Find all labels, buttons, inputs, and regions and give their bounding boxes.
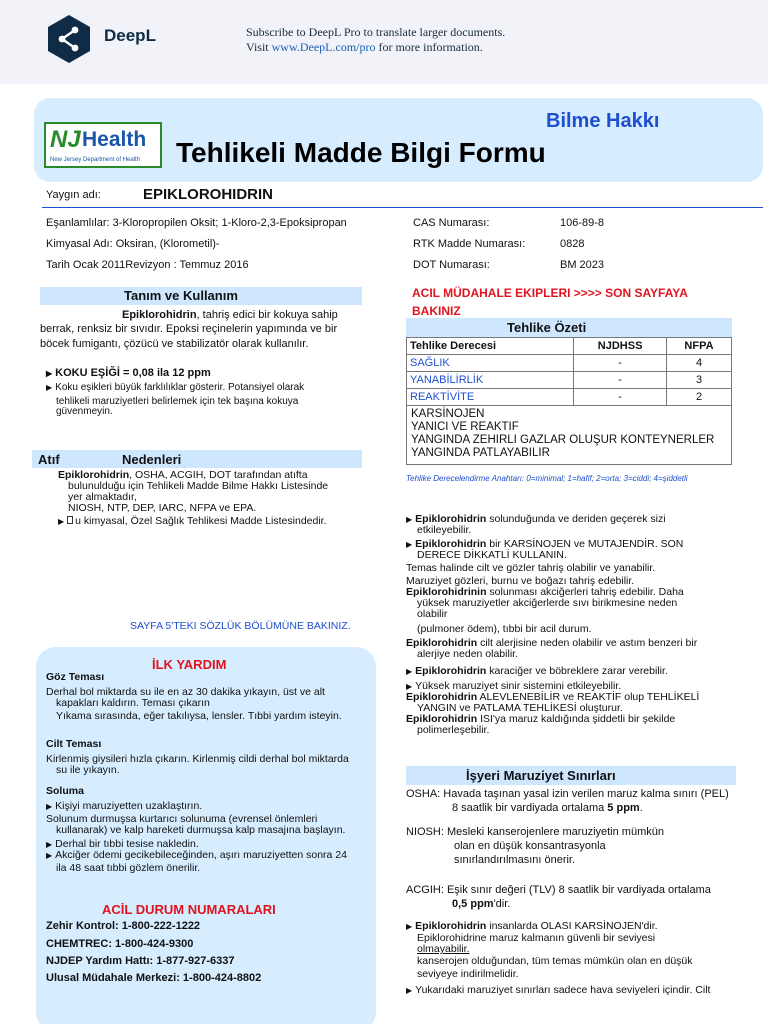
chemical-name: Kimyasal Adı: Oksiran, (Klorometil)- bbox=[46, 238, 220, 250]
effects-e6-bold: Epiklorohidrin bbox=[406, 637, 478, 649]
hazard-rows-2-name: REAKTİVİTE bbox=[407, 389, 574, 406]
synonyms: Eşanlamlılar: 3-Kloropropilen Oksit; 1-Kloro-2,3-Epoksipropan bbox=[46, 217, 347, 229]
health-effects bbox=[406, 514, 736, 736]
common-name-value: EPIKLOROHIDRIN bbox=[143, 186, 274, 203]
reasons-special-list-note bbox=[58, 516, 358, 527]
limits-c5: seviyeye indirilmelidir. bbox=[417, 968, 519, 980]
reasons-l1: , OSHA, ACGIH, DOT tarafından atıfta bbox=[129, 469, 308, 481]
effects-e5d: (pulmoner ödem), tıbbi bir acil durum. bbox=[417, 623, 592, 635]
hazard-rows-2-nfpa: 2 bbox=[667, 389, 732, 406]
nj-health-logo bbox=[44, 122, 162, 168]
effects-e1: solunduğunda ve deriden geçerek sizi bbox=[486, 513, 666, 525]
poison-control-number: Zehir Kontrol: 1-800-222-1222 bbox=[46, 920, 201, 932]
hazard-warning-line2: BAKINIZ bbox=[412, 304, 461, 318]
col-nfpa: NFPA bbox=[667, 338, 732, 355]
odor-note: güvenmeyin. bbox=[56, 406, 113, 417]
limits-title: İşyeri Maruziyet Sınırları bbox=[466, 768, 616, 783]
first-aid-eye-3: Yıkama sırasında, eğer takılıysa, lensler. Tıbbi yardım isteyin. bbox=[56, 710, 342, 722]
effects-e2b: DERECE DİKKATLİ KULLANIN. bbox=[417, 549, 567, 561]
table-row bbox=[407, 355, 732, 372]
effects-e4: Maruziyet gözleri, burnu ve boğazı tahriş edebilir. bbox=[406, 575, 635, 587]
rating-key: Tehlike Derecelendirme Anahtarı: 0=minimal; 1=hafif; 2=orta; 3=ciddi; 4=şiddetli bbox=[406, 474, 688, 483]
hazard-warning-line1: ACIL MÜDAHALE EKIPLERI >>>> SON SAYFAYA bbox=[412, 286, 688, 300]
hazard-rows-0-name: SAĞLIK bbox=[407, 355, 574, 372]
effects-e8: ▶ Yüksek maruziyet sinir sistemini etkileyebilir. bbox=[406, 681, 736, 692]
effects-e6b: alerjiye neden olabilir. bbox=[417, 648, 518, 660]
hazard-notes-1: YANICI VE REAKTIF bbox=[411, 421, 519, 433]
hazard-notes-3: YANGINDA PATLAYABILIR bbox=[411, 447, 550, 459]
first-aid-eye-1: Derhal bol miktarda su ile en az 30 dakika yıkayın, üst ve alt bbox=[46, 686, 325, 698]
limits-osha-2-pre: 8 saatlik bir vardiyada ortalama bbox=[452, 802, 608, 814]
cas-label: CAS Numarası: bbox=[413, 217, 490, 229]
effects-e10-bold: Epiklorohidrin bbox=[406, 713, 478, 725]
limits-c1-bold: Epiklorohidrin bbox=[415, 920, 487, 932]
hazard-rows-2-njdhss: - bbox=[574, 389, 667, 406]
hazard-rows-0-nfpa: 4 bbox=[667, 355, 732, 372]
dot-label: DOT Numarası: bbox=[413, 259, 490, 271]
description-line: böcek fumigantı, çözücü ve stabilizatör olarak kullanılır. bbox=[40, 338, 309, 350]
effects-e2: bir KARSİNOJEN ve MUTAJENDİR. SON bbox=[486, 538, 684, 550]
limits-osha-2-post: . bbox=[639, 802, 643, 814]
effects-e5: solunması akciğerleri tahriş edebilir. Daha bbox=[486, 586, 684, 598]
effects-e10: ISI'ya maruz kaldığında şiddetli bir şekilde bbox=[477, 713, 676, 725]
common-name-label: Yaygın adı: bbox=[46, 189, 101, 201]
effects-e7-bold: Epiklorohidrin bbox=[415, 665, 487, 677]
national-response-number: Ulusal Müdahale Merkezi: 1-800-424-8802 bbox=[46, 972, 262, 984]
table-row bbox=[407, 389, 732, 406]
limits-niosh-3: sınırlandırılmasını önerir. bbox=[454, 854, 576, 866]
effects-e5-bold: Epiklorohidrinin bbox=[406, 586, 487, 598]
skin-contact-title: Cilt Teması bbox=[46, 738, 102, 750]
first-aid-breath-5: ▶ Akciğer ödemi gecikebileceğinden, aşırı maruziyetten sonra 24 bbox=[46, 850, 364, 861]
effects-e1-bold: Epiklorohidrin bbox=[415, 513, 487, 525]
table-row bbox=[407, 372, 732, 389]
limits-acgih-1: ACGIH: Eşik sınır değeri (TLV) 8 saatlik bir vardiyada ortalama bbox=[406, 884, 711, 896]
reasons-title-left: Atıf bbox=[38, 452, 60, 467]
banner-line2-pre: Visit bbox=[246, 40, 272, 54]
njdep-number: NJDEP Yardım Hattı: 1-877-927-6337 bbox=[46, 955, 235, 967]
hazard-rows-1-name: YANABİLİRLİK bbox=[407, 372, 574, 389]
limits-c3: olmayabilir. bbox=[417, 943, 470, 955]
effects-e6: cilt alerjisine neden olabilir ve astım benzeri bir bbox=[477, 637, 698, 649]
dot-value: BM 2023 bbox=[560, 259, 605, 271]
divider bbox=[42, 207, 763, 208]
page-title: Tehlikeli Madde Bilgi Formu bbox=[176, 137, 546, 168]
deepl-logo-icon[interactable] bbox=[46, 14, 92, 64]
first-aid-breath-4: ▶ Derhal bir tıbbi tesise nakledin. bbox=[46, 839, 364, 850]
description-title: Tanım ve Kullanım bbox=[124, 288, 238, 303]
hazard-rows-1-nfpa: 3 bbox=[667, 372, 732, 389]
limits-c6: ▶ Yukarıdaki maruziyet sınırları sadece hava seviyeleri içindir. Cilt bbox=[406, 985, 746, 997]
inhalation-title: Soluma bbox=[46, 785, 84, 797]
description-line: berrak, renksiz bir sıvıdır. Epoksi reçinelerin yapımında ve bir bbox=[40, 323, 338, 335]
limits-niosh-2: olan en düşük konsantrasyonla bbox=[454, 840, 606, 852]
promo-line-2 bbox=[246, 40, 505, 55]
logo-dept-text: New Jersey Department of Health bbox=[50, 157, 141, 163]
effects-e9-bold: Epiklorohidrin bbox=[406, 691, 478, 703]
limits-c2: Epiklorohidrine maruz kalmanın güvenli bir seviyesi bbox=[417, 931, 656, 944]
hazard-notes-row bbox=[407, 406, 732, 465]
col-njdhss: NJDHSS bbox=[574, 338, 667, 355]
missing-glyph-icon bbox=[67, 516, 73, 524]
reasons-title-right: Nedenleri bbox=[122, 452, 182, 467]
cas-value: 106-89-8 bbox=[560, 217, 605, 229]
effects-e10b: polimerleşebilir. bbox=[417, 724, 490, 736]
exposure-limits bbox=[406, 787, 746, 911]
glossary-note: SAYFA 5'TEKI SÖZLÜK BÖLÜMÜNE BAKINIZ. bbox=[130, 620, 351, 632]
logo-nj-text: NJ bbox=[50, 126, 81, 153]
first-aid-breath-3: kullanarak) ve kalp hareketi durmuşsa kalp masajına başlayın. bbox=[56, 824, 346, 836]
effects-e1b: etkileyebilir. bbox=[417, 524, 472, 536]
hazard-table bbox=[406, 337, 732, 465]
effects-e5b: yüksek maruziyetler akciğerlerde sıvı birikmesine neden bbox=[417, 597, 678, 609]
hazard-notes-2: YANGINDA ZEHIRLI GAZLAR OLUŞUR KONTEYNERLER bbox=[411, 434, 715, 446]
effects-e5c: olabilir bbox=[417, 608, 448, 620]
odor-note: ▶ Koku eşikleri büyük farklılıklar gösterir. Potansiyel olarak bbox=[46, 382, 304, 393]
reasons-l4: NIOSH, NTP, DEP, IARC, NFPA ve EPA. bbox=[68, 502, 257, 514]
emergency-responders-warning bbox=[412, 284, 732, 320]
hazard-notes-0: KARSİNOJEN bbox=[411, 408, 485, 420]
first-aid-breath-1: ▶ Kişiyi maruziyetten uzaklaştırın. bbox=[46, 801, 364, 812]
right-to-know-label: Bilme Hakkı bbox=[546, 110, 660, 132]
effects-e2-bold: Epiklorohidrin bbox=[415, 538, 487, 550]
reasons-l3: yer almaktadır, bbox=[68, 491, 137, 503]
first-aid-eye-2: kapakları kaldırın. Teması çıkarın bbox=[56, 697, 210, 709]
limits-c1: insanlarda OLASI KARSİNOJEN'dir. bbox=[486, 920, 658, 932]
logo-health-text: Health bbox=[82, 128, 147, 151]
eye-contact-title: Göz Teması bbox=[46, 671, 105, 683]
deepl-brand-name: DeepL bbox=[104, 26, 156, 45]
limits-c4: kanserojen olduğundan, tüm temas mümkün olan en düşük bbox=[417, 954, 693, 967]
limits-osha-1: OSHA: Havada taşınan yasal izin verilen maruz kalma sınırı (PEL) bbox=[406, 788, 729, 800]
limits-osha-2-bold: 5 ppm bbox=[607, 802, 640, 814]
chemtrec-number: CHEMTREC: 1-800-424-9300 bbox=[46, 938, 194, 950]
effects-e3: Temas halinde cilt ve gözler tahriş olabilir ve yanabilir. bbox=[406, 562, 656, 574]
effects-e9: ALEVLENEBİLİR ve REAKTİF olup TEHLİKELİ bbox=[477, 691, 700, 703]
rtk-value: 0828 bbox=[560, 238, 585, 250]
hazard-rows-0-njdhss: - bbox=[574, 355, 667, 372]
reasons-l2: bulunulduğu için Tehlikeli Madde Bilme Hakkı Listesinde bbox=[68, 480, 329, 492]
carcinogen-notes bbox=[406, 921, 746, 996]
description-p1-line1: , tahriş edici bir kokuya sahip bbox=[196, 309, 338, 321]
odor-note: tehlikeli maruziyetleri belirlemek için tek başına kokuya bbox=[56, 396, 299, 407]
description-p1-line1-bold: Epiklorohidrin bbox=[122, 309, 197, 321]
reasons-header-bar bbox=[32, 450, 362, 468]
hazard-rows-1-njdhss: - bbox=[574, 372, 667, 389]
emergency-numbers-title: ACİL DURUM NUMARALARI bbox=[102, 902, 276, 917]
first-aid-breath-6: ila 48 saat tıbbi gözlem önerilir. bbox=[56, 862, 201, 874]
effects-e9b: YANGIN ve PATLAMA TEHLİKESİ oluşturur. bbox=[417, 702, 623, 714]
first-aid-skin-1: Kirlenmiş giysileri hızla çıkarın. Kirlenmiş cildi derhal bol miktarda bbox=[46, 753, 349, 765]
odor-threshold: ▶ KOKU EŞİĞİ = 0,08 ila 12 ppm bbox=[46, 367, 211, 379]
reasons-l1-bold: Epiklorohidrin bbox=[58, 469, 130, 481]
date-revision: Tarih Ocak 2011Revizyon : Temmuz 2016 bbox=[46, 259, 249, 271]
col-hazard-rating: Tehlike Derecesi bbox=[407, 338, 574, 355]
limits-niosh-1: NIOSH: Mesleki kanserojenlere maruziyetin mümkün bbox=[406, 826, 664, 838]
hazard-summary-title: Tehlike Özeti bbox=[507, 320, 587, 335]
rtk-label: RTK Madde Numarası: bbox=[413, 238, 526, 250]
deepl-pro-link[interactable]: www.DeepL.com/pro bbox=[271, 40, 376, 54]
hazard-table-header bbox=[407, 338, 732, 355]
reasons-l5: u kimyasal, Özel Sağlık Tehlikesi Madde Listesindedir. bbox=[75, 515, 327, 527]
promo-line-1: Subscribe to DeepL Pro to translate larger documents. bbox=[246, 25, 506, 39]
limits-acgih-2: 'dir. bbox=[493, 898, 511, 910]
limits-acgih-2-bold: 0,5 ppm bbox=[452, 898, 494, 910]
effects-e7: karaciğer ve böbreklere zarar verebilir. bbox=[486, 665, 668, 677]
banner-line2-post: for more information. bbox=[375, 40, 483, 54]
first-aid-breath-2: Solunum durmuşsa kurtarıcı solunuma (evrensel önlemleri bbox=[46, 813, 318, 825]
deepl-promo-text bbox=[246, 25, 505, 55]
first-aid-skin-2: su ile yıkayın. bbox=[56, 764, 120, 776]
first-aid-title: İLK YARDIM bbox=[152, 657, 227, 672]
deepl-banner bbox=[0, 0, 768, 84]
